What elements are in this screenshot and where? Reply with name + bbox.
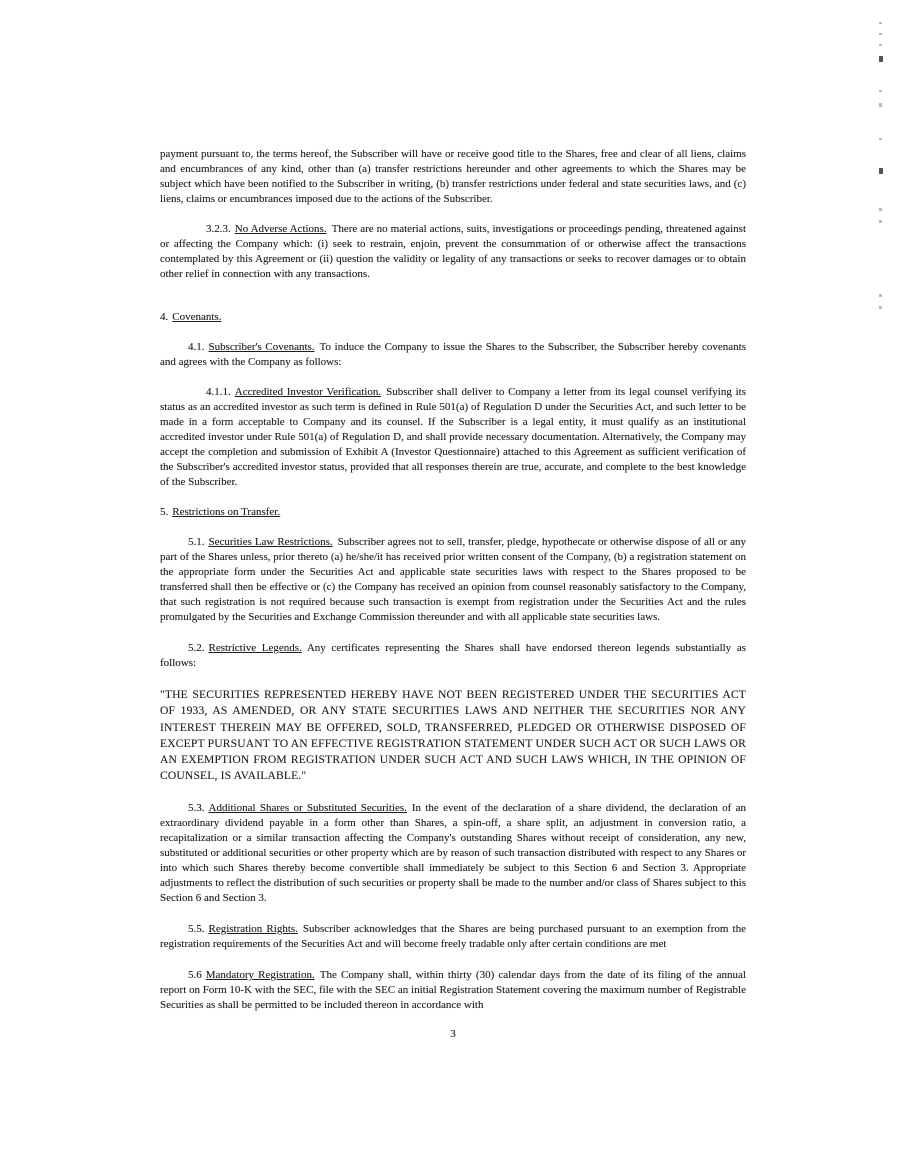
section-number: 3.2.3. — [206, 223, 231, 235]
page-number: 3 — [450, 1027, 456, 1040]
section-number: 5.5. — [188, 922, 205, 935]
paragraph-continuation — [160, 147, 746, 207]
legend-text: "THE SECURITIES REPRESENTED HEREBY HAVE NOT BEEN REGISTERED UNDER THE SECURITIES ACT OF 1933, AS AMENDED, OR ANY STATE SECURITIES LAWS AND NEITHER THE SECURITIES NOR ANY INTEREST THEREIN MAY BE OFFERED, SOLD, TRANSFERRED, PLEDGED OR OTHERWISE DISPOSED OF EXCEPT PURSUANT TO AN EFFECTIVE REGISTRATION STATEMENT UNDER SUCH ACT OR SUCH LAWS OR AN EXEMPTION FROM REGISTRATION UNDER SUCH ACT AND SUCH LAWS WHICH, IN THE OPINION OF COUNSEL, IS AVAILABLE." — [160, 688, 746, 783]
section-title: Subscriber's Covenants. — [208, 341, 315, 353]
section-5-6 — [160, 968, 746, 1013]
section-text: Any certificates representing the Shares shall have endorsed thereon legends substantially as follows: — [160, 642, 746, 669]
heading-restrictions-on-transfer — [160, 505, 746, 520]
section-title: No Adverse Actions. — [234, 223, 327, 235]
scan-artifact — [879, 22, 882, 24]
heading-covenants — [160, 310, 746, 325]
section-5-1 — [160, 535, 746, 625]
scan-artifact — [879, 56, 883, 62]
scan-artifact — [879, 103, 882, 107]
section-4-1 — [160, 340, 746, 370]
section-number: 4. — [160, 311, 169, 323]
scan-artifact — [879, 208, 882, 211]
section-5-5 — [160, 922, 746, 952]
section-text: Subscriber agrees not to sell, transfer, pledge, hypothecate or otherwise dispose of all or any part of the Shares unless, prior thereto (a) he/she/it has received prior written consent of the Company, (b) a registration statement on the appropriate form under the Securities Act and applicable state securities laws with respect to the Shares proposed to be transferred shall then be effective or (c) the Company has received an opinion from counsel reasonably satisfactory to the Company, that such registration is not required because such transaction is exempt from registration under the Securities Act and the rules promulgated by the Securities and Exchange Commission thereunder and with all applicable state securities laws. — [160, 536, 746, 623]
scan-artifact — [879, 44, 882, 46]
section-title: Mandatory Registration. — [205, 968, 315, 981]
securities-legend-block — [160, 687, 746, 785]
section-number: 4.1.1. — [206, 386, 231, 398]
scan-artifact — [879, 90, 882, 92]
scan-artifact — [879, 168, 883, 174]
paragraph-text: payment pursuant to, the terms hereof, the Subscriber will have or receive good title to the Shares, free and clear of all liens, claims and encumbrances of any kind, other than (a) transfer restrictions hereunder and other agreements to which the Shares may be subject which have been notified to the Subscriber in writing, (b) transfer restrictions under federal and state securities laws, and (c) liens, claims or encumbrances imposed due to the actions of the Subscriber. — [160, 148, 746, 205]
section-title: Accredited Investor Verification. — [234, 386, 382, 398]
section-title: Additional Shares or Substituted Securities. — [208, 801, 407, 814]
section-text: To induce the Company to issue the Shares to the Subscriber, the Subscriber hereby covenants and agrees with the Company as follows: — [160, 341, 746, 368]
section-3-2-3 — [160, 222, 746, 282]
section-title: Restrictive Legends. — [208, 642, 302, 654]
section-text: The Company shall, within thirty (30) calendar days from the date of its filing of the annual report on Form 10-K with the SEC, file with the SEC an initial Registration Statement covering the maximum number of Registrable Securities as shall be permitted to be included thereon in accordance with — [160, 968, 746, 1011]
section-title: Securities Law Restrictions. — [208, 536, 333, 548]
section-number: 5.2. — [188, 642, 205, 654]
section-text: There are no material actions, suits, investigations or proceedings pending, threatened against or affecting the Company which: (i) seek to restrain, enjoin, prevent the consummation of or otherwise affect the transactions contemplated by this Agreement or (ii) question the validity or legality of any transactions or seeks to recover damages or to obtain other relief in connection with any transactions. — [160, 223, 746, 280]
section-number: 5.1. — [188, 536, 205, 548]
section-number: 5.6 — [188, 968, 202, 981]
section-text: In the event of the declaration of a share dividend, the declaration of an extraordinary dividend payable in a form other than Shares, a spin-off, a share split, an adjustment in conversion ratio, a recapitalization or a similar transaction affecting the Company's outstanding Shares without receipt of consideration, any new, substituted or additional securities or other property which are by reason of such transaction distributed with respect to any Shares or into which such Shares thereby become convertible shall immediately be subject to this Section 6 and Section 3. Appropriate adjustments to reflect the distribution of such securities or property shall be made to the number and/or class of Shares subject to this Section 6 and Section 3. — [160, 801, 746, 904]
scan-artifact — [879, 294, 882, 297]
section-number: 5. — [160, 506, 169, 518]
section-text: Subscriber shall deliver to Company a letter from its legal counsel verifying its status as an accredited investor as such term is defined in Rule 501(a) of Regulation D under the Securities Act, and such letter to be made in a form acceptable to Company and its counsel. If the Subscriber is a legal entity, it must qualify as an institutional accredited investor under Rule 501(a) of Regulation D, and shall provide necessary documentation. Alternatively, the Company may accept the completion and submission of Exhibit A (Investor Questionnaire) attached to this Agreement as sufficient verification of the Subscriber's accredited investor status, provided that all responses therein are true, accurate, and complete to the best knowledge of the Subscriber. — [160, 386, 746, 488]
scan-artifact — [879, 138, 882, 140]
document-body — [160, 147, 746, 1042]
scan-artifact — [879, 33, 882, 35]
section-number: 4.1. — [188, 341, 205, 353]
section-text: Subscriber acknowledges that the Shares are being purchased pursuant to an exemption from the registration requirements of the Securities Act and will become freely tradable only after certain conditions are met — [160, 922, 746, 950]
section-title: Covenants. — [172, 311, 222, 323]
section-5-2 — [160, 641, 746, 671]
section-4-1-1 — [160, 385, 746, 490]
scan-artifact — [879, 306, 882, 309]
section-title: Restrictions on Transfer. — [172, 506, 281, 518]
section-5-3 — [160, 801, 746, 906]
section-number: 5.3. — [188, 801, 205, 814]
section-title: Registration Rights. — [208, 922, 298, 935]
scan-artifact — [879, 220, 882, 223]
